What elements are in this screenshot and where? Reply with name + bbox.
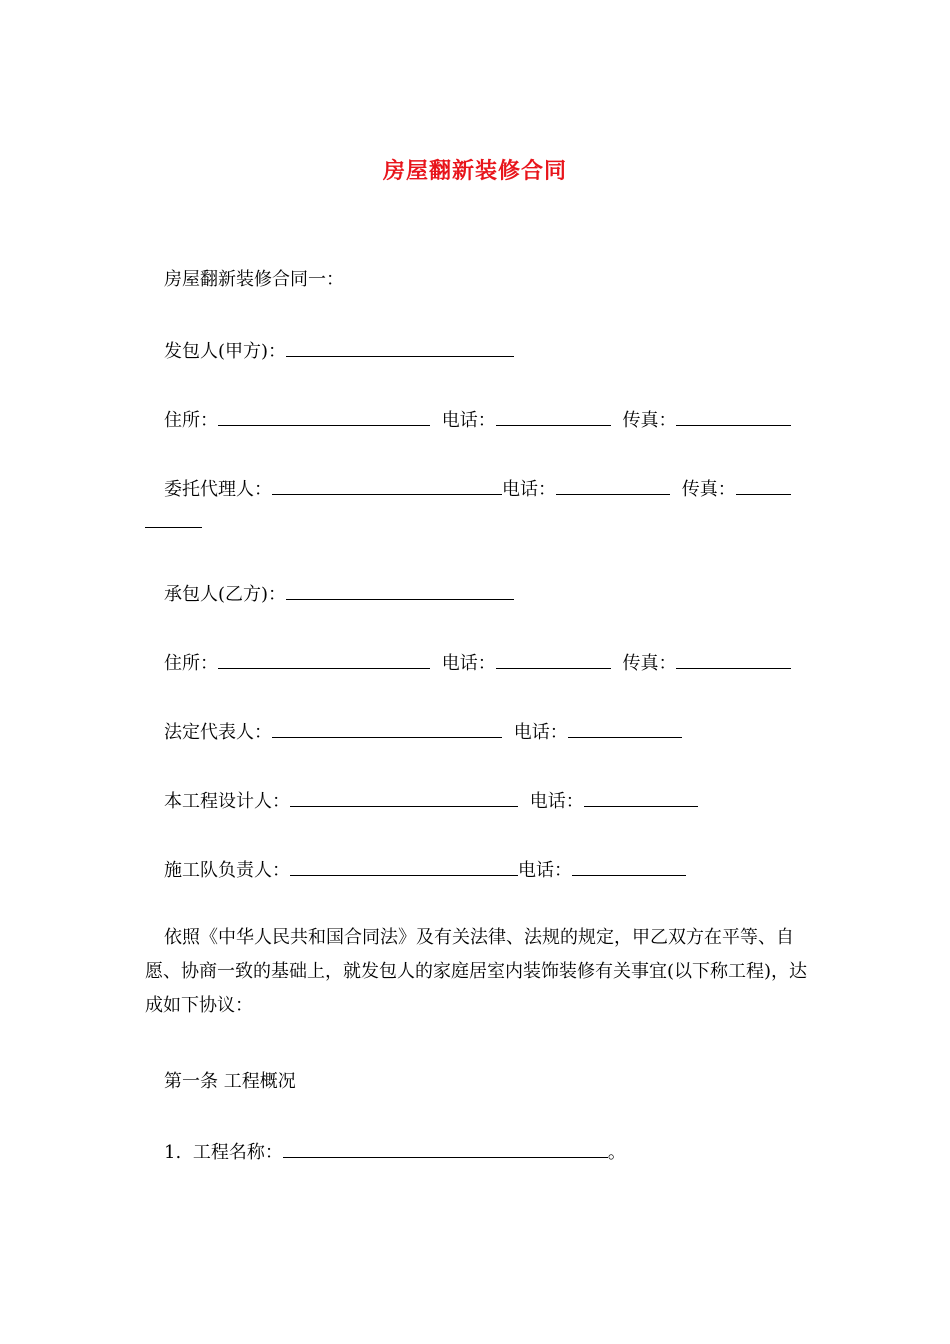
agent-line [164, 476, 791, 502]
designer-phone-blank[interactable] [584, 788, 698, 807]
team-lead-blank[interactable] [290, 857, 518, 876]
agent-label: 委托代理人： [164, 479, 272, 500]
party-a-phone-label: 电话： [441, 410, 496, 431]
party-b-line [164, 581, 514, 607]
item-1-line [164, 1139, 626, 1165]
party-b-phone-blank[interactable] [496, 650, 611, 669]
designer-blank[interactable] [290, 788, 518, 807]
document-title: 房屋翻新装修合同 [382, 158, 567, 184]
party-b-phone-label: 电话： [441, 653, 496, 674]
party-a-fax-blank[interactable] [676, 407, 791, 426]
designer-label: 本工程设计人： [164, 791, 290, 812]
party-b-fax-blank[interactable] [676, 650, 791, 669]
item-1-label: 工程名称： [192, 1142, 283, 1163]
team-lead-phone-label: 电话： [518, 860, 572, 881]
designer-phone-label: 电话： [529, 791, 584, 812]
team-lead-line [164, 857, 686, 883]
party-a-address-line [164, 407, 791, 433]
project-name-blank[interactable] [283, 1139, 608, 1158]
legal-rep-phone-blank[interactable] [568, 719, 682, 738]
party-a-line [164, 338, 514, 364]
article-1-heading: 第一条 工程概况 [164, 1071, 296, 1092]
designer-line [164, 788, 698, 814]
agent-fax-blank[interactable] [736, 476, 791, 495]
agent-phone-blank[interactable] [556, 476, 670, 495]
legal-rep-blank[interactable] [272, 719, 502, 738]
legal-rep-phone-label: 电话： [513, 722, 568, 743]
party-a-address-blank[interactable] [218, 407, 430, 426]
preamble-paragraph: 依照《中华人民共和国合同法》及有关法律、法规的规定，甲乙双方在平等、自愿、协商一致的基础上，就发包人的家庭居室内装饰装修有关事宜(以下称工程)，达成如下协议： [145, 927, 808, 1016]
party-a-address-label: 住所： [164, 410, 218, 431]
party-b-fax-label: 传真： [622, 653, 677, 674]
party-b-address-blank[interactable] [218, 650, 430, 669]
item-1-end: 。 [607, 1142, 626, 1163]
team-lead-phone-blank[interactable] [572, 857, 686, 876]
party-a-phone-blank[interactable] [496, 407, 611, 426]
team-lead-label: 施工队负责人： [164, 860, 290, 881]
agent-fax-label: 传真： [681, 479, 736, 500]
agent-fax-blank-continued [145, 527, 202, 528]
party-a-fax-label: 传真： [622, 410, 677, 431]
party-b-address-line [164, 650, 791, 676]
agent-blank[interactable] [272, 476, 502, 495]
item-1-number: 1. [164, 1142, 182, 1163]
party-a-blank[interactable] [286, 338, 514, 357]
legal-rep-label: 法定代表人： [164, 722, 272, 743]
intro-line: 房屋翻新装修合同一： [164, 269, 344, 290]
party-b-blank[interactable] [286, 581, 514, 600]
party-a-label: 发包人(甲方)： [164, 341, 287, 362]
legal-rep-line [164, 719, 682, 745]
party-b-address-label: 住所： [164, 653, 218, 674]
party-b-label: 承包人(乙方)： [164, 584, 287, 605]
agent-phone-label: 电话： [502, 479, 556, 500]
